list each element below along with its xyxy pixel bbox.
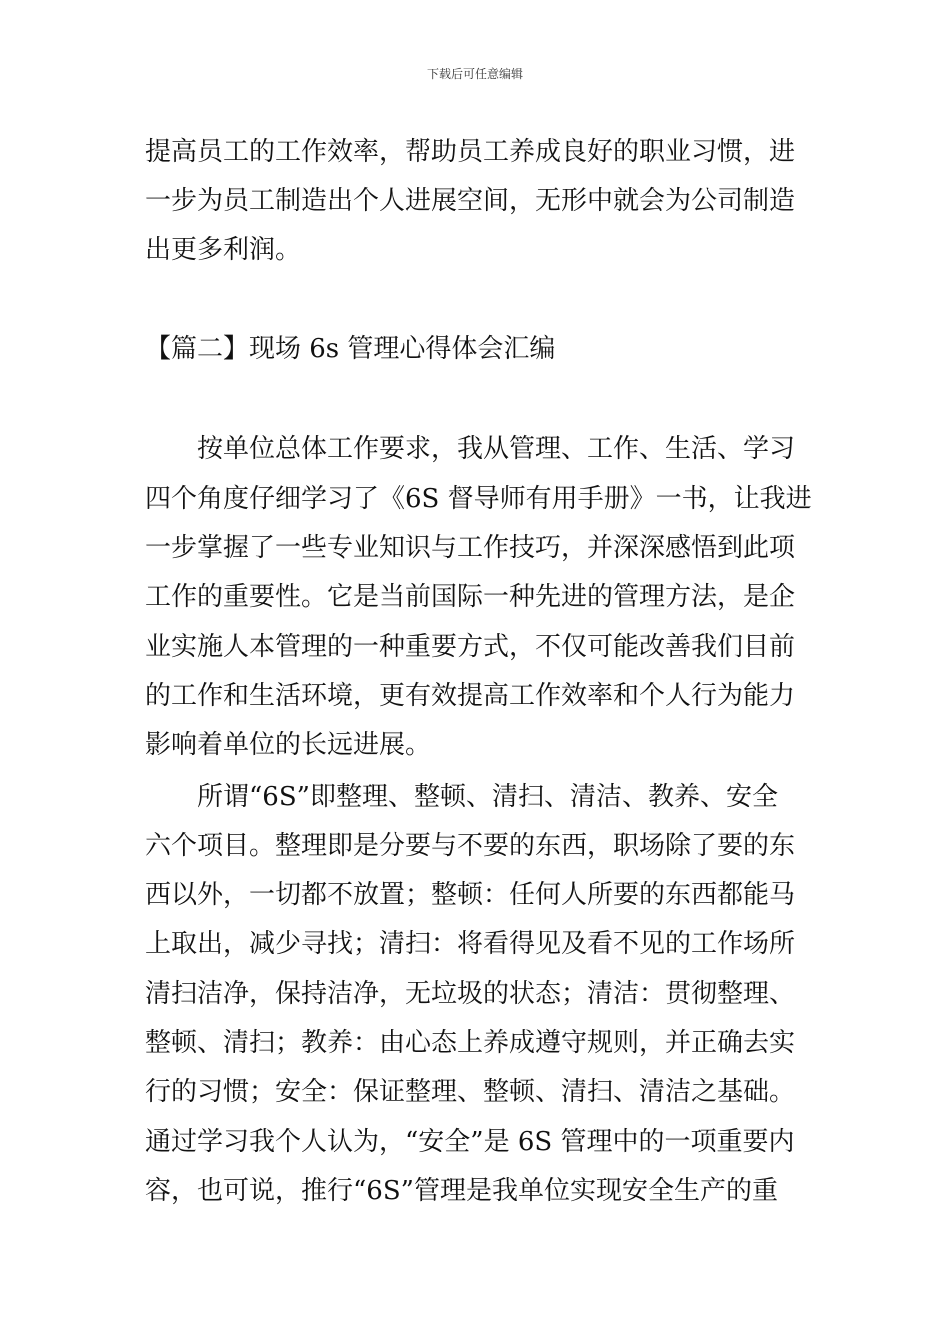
paragraph2-line-6: 的工作和生活环境，更有效提高工作效率和个人行为能力 (145, 681, 796, 711)
paragraph3-line-8: 通过学习我个人认为，“安全”是 6S 管理中的一项重要内 (145, 1127, 795, 1157)
paragraph2-line-1: 按单位总体工作要求，我从管理、工作、生活、学习 (197, 434, 796, 464)
paragraph2-line-5: 业实施人本管理的一种重要方式，不仅可能改善我们目前 (145, 632, 796, 662)
page-header-note: 下载后可任意编辑 (426, 67, 523, 81)
paragraph2-line-7: 影响着单位的长远进展。 (145, 730, 432, 760)
section-heading: 【篇二】现场 6s 管理心得体会汇编 (145, 334, 556, 364)
paragraph3-line-5: 清扫洁净，保持洁净，无垃圾的状态；清洁：贯彻整理、 (145, 979, 796, 1009)
paragraph3-line-6: 整顿、清扫；教养：由心态上养成遵守规则，并正确去实 (145, 1028, 796, 1058)
paragraph1-line-2: 一步为员工制造出个人进展空间，无形中就会为公司制造 (145, 186, 796, 216)
paragraph1-line-1: 提高员工的工作效率，帮助员工养成良好的职业习惯，进 (145, 137, 796, 167)
paragraph3-line-2: 六个项目。整理即是分要与不要的东西，职场除了要的东 (145, 831, 796, 861)
paragraph3-line-1: 所谓“6S”即整理、整顿、清扫、清洁、教养、安全 (197, 782, 778, 812)
paragraph1-line-3: 出更多利润。 (145, 235, 302, 265)
paragraph3-line-4: 上取出，减少寻找；清扫：将看得见及看不见的工作场所 (145, 929, 796, 959)
paragraph2-line-3: 一步掌握了一些专业知识与工作技巧，并深深感悟到此项 (145, 533, 796, 563)
paragraph2-line-2: 四个角度仔细学习了《6S 督导师有用手册》一书，让我进 (145, 484, 812, 514)
paragraph3-line-9: 容，也可说，推行“6S”管理是我单位实现安全生产的重 (145, 1176, 778, 1206)
paragraph2-line-4: 工作的重要性。它是当前国际一种先进的管理方法，是企 (145, 582, 796, 612)
paragraph3-line-3: 西以外，一切都不放置；整顿：任何人所要的东西都能马 (145, 880, 796, 910)
paragraph3-line-7: 行的习惯；安全：保证整理、整顿、清扫、清洁之基础。 (145, 1077, 796, 1107)
